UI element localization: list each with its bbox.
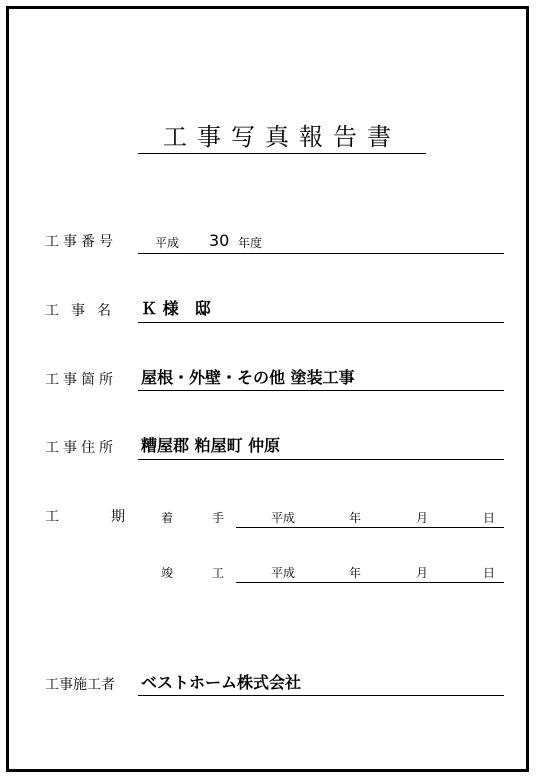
period-start-label-b: 手 [212,511,225,525]
period-start-month: 月 [416,511,429,525]
construction-number-era: 平成 [155,236,180,250]
contractor-line [138,695,504,696]
construction-name-value: Ｋ 様 邸 [141,299,211,318]
title-underline [138,153,426,154]
construction-location-line [138,390,504,391]
page-title: 工事写真報告書 [163,123,401,151]
construction-name-line [138,322,504,323]
period-end-month: 月 [416,566,429,580]
period-start-year: 年 [349,511,362,525]
period-end-label-b: 工 [212,566,225,580]
construction-location-label: 工事箇所 [45,372,117,388]
construction-location-value: 屋根・外壁・その他 塗装工事 [141,368,355,387]
construction-number-year: 30 [209,231,230,250]
period-end-line [236,582,504,583]
period-end-label-a: 竣 [161,566,174,580]
period-end-day: 日 [483,566,496,580]
construction-name-label: 工事名 [45,303,123,319]
period-start-era: 平成 [271,511,296,525]
construction-number-label: 工事番号 [45,234,117,250]
page-border [6,6,529,772]
construction-address-label: 工事住所 [45,440,117,456]
construction-address-line [138,459,504,460]
period-label-right: 期 [111,509,125,525]
period-start-line [236,527,504,528]
period-label-left: 工 [45,509,59,525]
contractor-label: 工事施工者 [45,677,115,693]
contractor-value: ベストホーム株式会社 [141,673,302,692]
construction-number-suffix: 年度 [238,236,263,250]
construction-number-line [138,253,504,254]
period-start-label-a: 着 [161,511,174,525]
period-end-year: 年 [349,566,362,580]
period-start-day: 日 [483,511,496,525]
construction-address-value: 糟屋郡 粕屋町 仲原 [141,436,281,455]
period-end-era: 平成 [271,566,296,580]
